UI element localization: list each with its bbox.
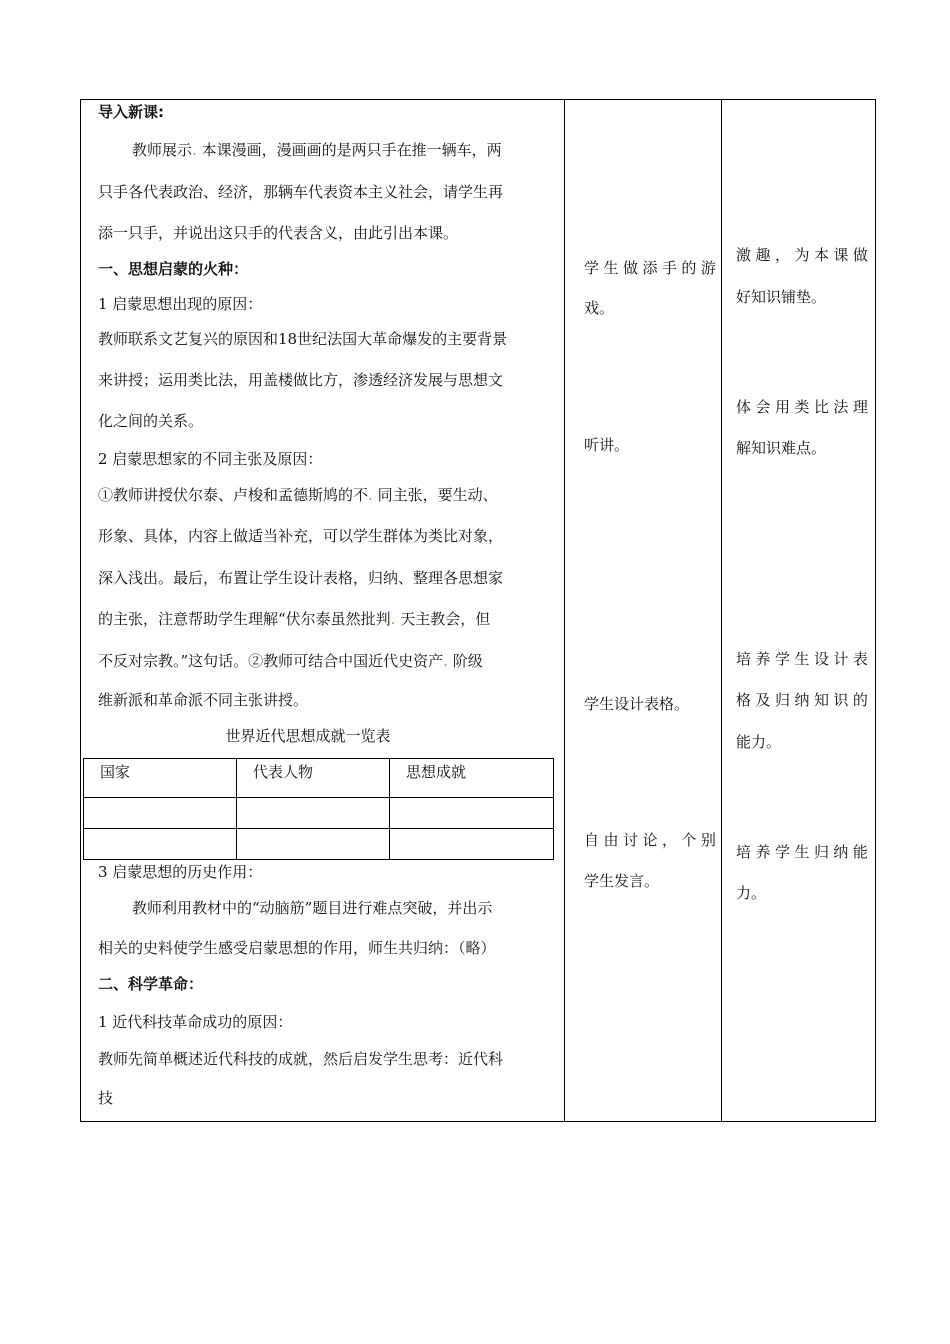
activity-line: 学生设计表格。 <box>584 695 690 713</box>
activity-line: 学生发言。 <box>584 872 660 890</box>
column-divider <box>721 100 722 1121</box>
activity-line: 自 由 讨 论 ， 个 别 <box>584 831 716 849</box>
paragraph-line: 只手各代表政治、经济，那辆车代表资本主义社会，请学生再 <box>98 183 504 201</box>
section-heading: 一、思想启蒙的火种： <box>98 260 249 278</box>
table-header-row <box>84 759 554 798</box>
intent-line: 培 养 学 生 设 计 表 <box>736 650 868 668</box>
intent-line: 能力。 <box>736 733 782 751</box>
table-header-cell: 思想成就 <box>390 759 554 798</box>
intent-line: 力。 <box>736 884 767 902</box>
paragraph-line: 添一只手，并说出这只手的代表含义，由此引出本课。 <box>98 224 459 242</box>
paragraph-line: 维新派和革命派不同主张讲授。 <box>98 691 309 709</box>
activity-line: 戏。 <box>584 299 615 317</box>
paragraph-line: 深入浅出。最后，布置让学生设计表格，归纳、整理各思想家 <box>98 569 504 587</box>
activity-line: 学 生 做 添 手 的 游 <box>584 259 716 277</box>
item-heading: 3 启蒙思想的历史作用： <box>98 863 263 881</box>
paragraph-line: 教师联系文艺复兴的原因和18世纪法国大革命爆发的主要背景 <box>98 330 508 348</box>
intent-line: 解知识难点。 <box>736 439 827 457</box>
table-cell <box>237 798 390 829</box>
paragraph-line: ①教师讲授伏尔泰、卢梭和孟德斯鸠的不. 同主张，要生动、 <box>98 486 498 504</box>
paragraph-line: 不反对宗教。”这句话。②教师可结合中国近代史资产. 阶级 <box>98 652 483 670</box>
table-cell <box>237 829 390 860</box>
column-divider <box>564 100 565 1121</box>
item-heading: 1 近代科技革命成功的原因： <box>98 1013 293 1031</box>
intent-line: 好知识铺垫。 <box>736 288 827 306</box>
paragraph-line: 形象、具体，内容上做适当补充，可以学生群体为类比对象， <box>98 527 504 545</box>
table-cell <box>84 798 237 829</box>
table-header-cell: 国家 <box>84 759 237 798</box>
item-heading: 1 启蒙思想出现的原因： <box>98 295 263 313</box>
intent-line: 激 趣 ， 为 本 课 做 <box>736 246 868 264</box>
intent-line: 体 会 用 类 比 法 理 <box>736 398 868 416</box>
intent-line: 格 及 归 纳 知 识 的 <box>736 691 868 709</box>
section-heading: 二、科学革命： <box>98 975 204 993</box>
intro-heading: 导入新课: <box>98 103 164 121</box>
paragraph-line: 教师展示. 本课漫画，漫画画的是两只手在推一辆车，两 <box>132 141 502 159</box>
paragraph-line: 教师利用教材中的“动脑筋”题目进行难点突破，并出示 <box>132 899 493 917</box>
table-cell <box>84 829 237 860</box>
thinkers-summary-table <box>83 758 554 860</box>
table-caption: 世界近代思想成就一览表 <box>225 727 391 745</box>
table-row <box>84 798 554 829</box>
paragraph-line: 的主张，注意帮助学生理解“伏尔泰虽然批判. 天主教会，但 <box>98 610 491 628</box>
paragraph-line: 技 <box>98 1089 114 1107</box>
paragraph-line: 相关的史料使学生感受启蒙思想的作用，师生共归纳：（略） <box>98 939 496 957</box>
activity-line: 听讲。 <box>584 436 630 454</box>
table-header-cell: 代表人物 <box>237 759 390 798</box>
table-cell <box>390 798 554 829</box>
paragraph-line: 教师先简单概述近代科技的成就，然后启发学生思考：近代科 <box>98 1050 504 1068</box>
item-heading: 2 启蒙思想家的不同主张及原因： <box>98 450 323 468</box>
table-row <box>84 829 554 860</box>
paragraph-line: 来讲授；运用类比法，用盖楼做比方，渗透经济发展与思想文 <box>98 371 504 389</box>
intent-line: 培 养 学 生 归 纳 能 <box>736 843 868 861</box>
table-cell <box>390 829 554 860</box>
paragraph-line: 化之间的关系。 <box>98 412 204 430</box>
